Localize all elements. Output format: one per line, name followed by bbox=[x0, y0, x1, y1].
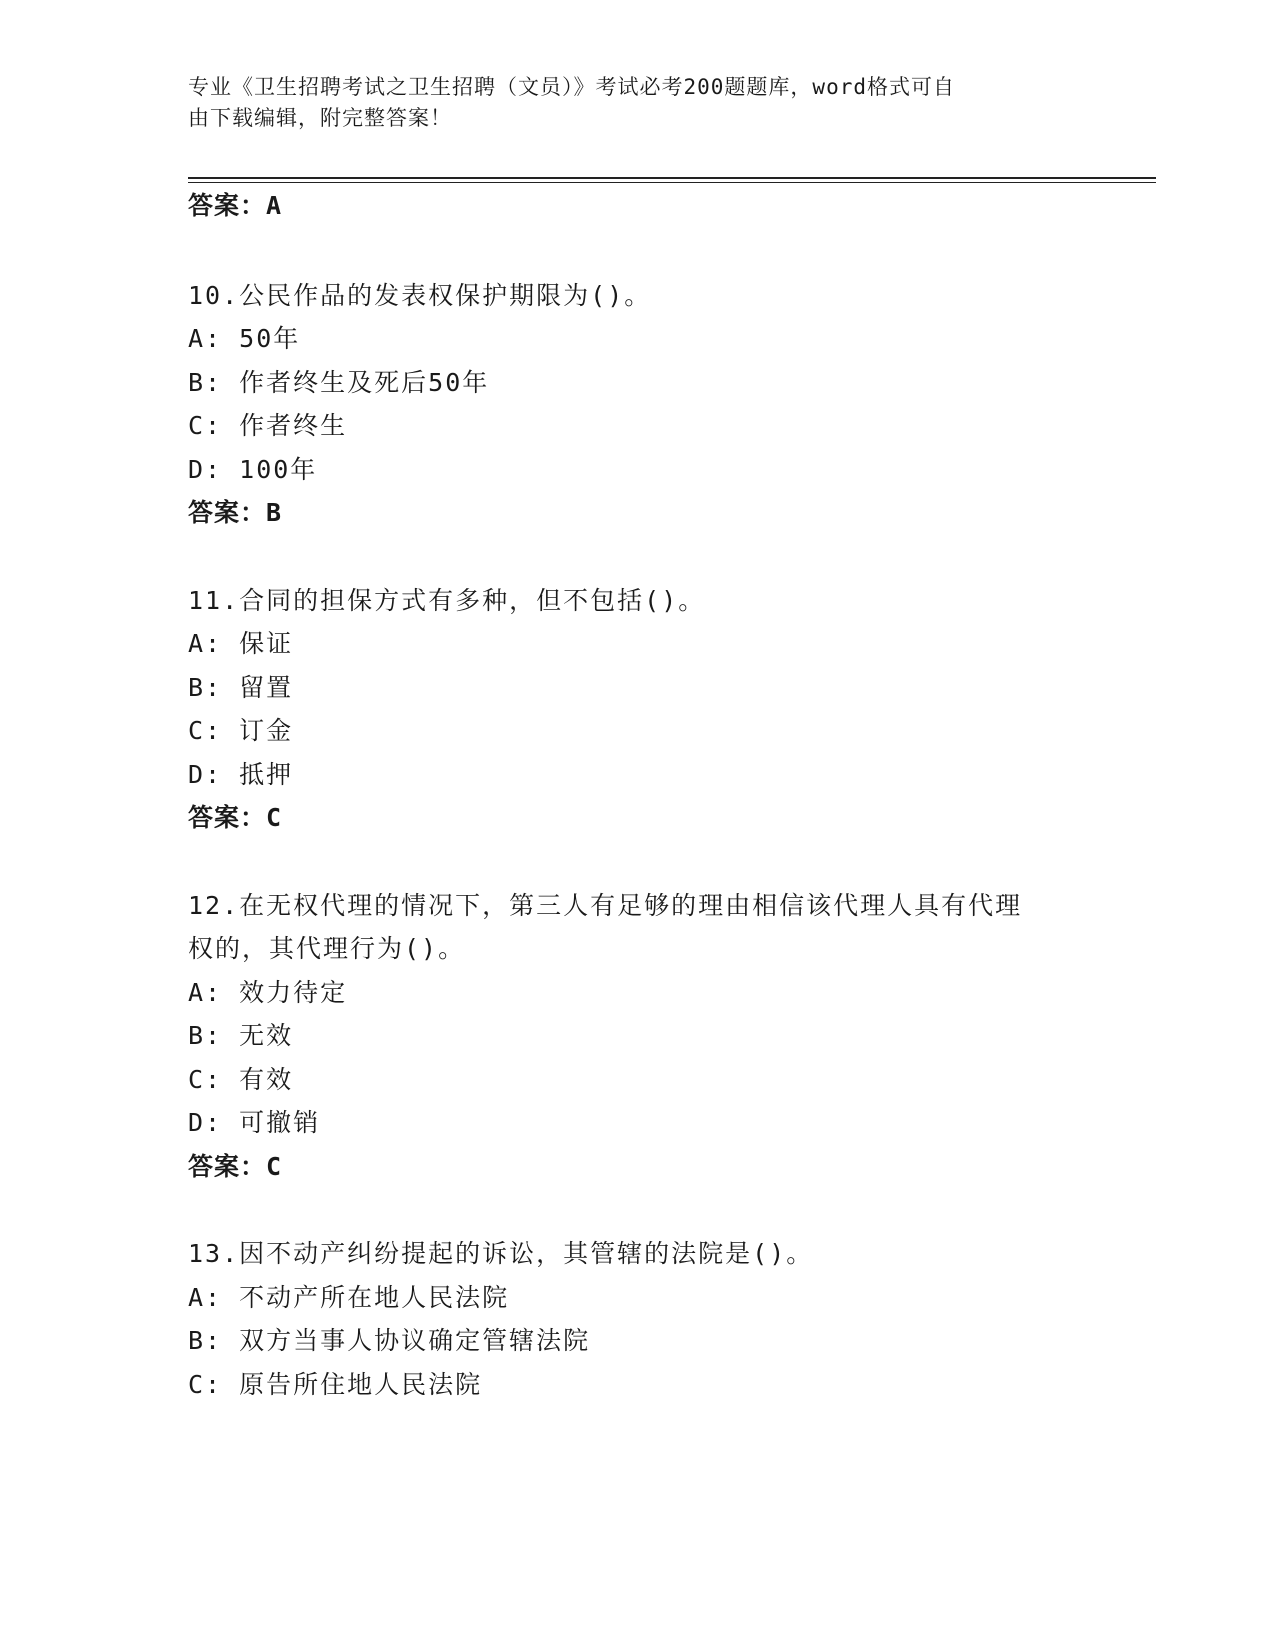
question-13-option-c: C: 原告所住地人民法院 bbox=[188, 1370, 483, 1399]
question-12-answer: 答案：C bbox=[188, 1152, 283, 1181]
document-header bbox=[188, 72, 1068, 134]
question-11-option-b: B: 留置 bbox=[188, 673, 294, 702]
question-12-option-b: B: 无效 bbox=[188, 1021, 294, 1050]
question-11-option-d: D: 抵押 bbox=[188, 760, 294, 789]
question-10-stem: 10.公民作品的发表权保护期限为()。 bbox=[188, 281, 652, 310]
question-12-option-c: C: 有效 bbox=[188, 1065, 294, 1094]
question-11-option-c: C: 订金 bbox=[188, 716, 294, 745]
question-10-option-b: B: 作者终生及死后50年 bbox=[188, 368, 490, 397]
header-line-2: 由下载编辑，附完整答案！ bbox=[188, 106, 452, 130]
header-divider-thin bbox=[188, 182, 1156, 183]
question-10-option-a: A: 50年 bbox=[188, 324, 301, 353]
question-12-stem-line-2: 权的，其代理行为()。 bbox=[188, 934, 466, 963]
question-10-option-c: C: 作者终生 bbox=[188, 411, 348, 440]
question-12-option-a: A: 效力待定 bbox=[188, 978, 348, 1007]
question-12-option-d: D: 可撤销 bbox=[188, 1108, 321, 1137]
question-11-answer: 答案：C bbox=[188, 803, 283, 832]
question-13-stem: 13.因不动产纠纷提起的诉讼，其管辖的法院是()。 bbox=[188, 1239, 814, 1268]
header-divider-thick bbox=[188, 177, 1156, 179]
question-13-option-b: B: 双方当事人协议确定管辖法院 bbox=[188, 1326, 591, 1355]
question-12-stem-line-1: 12.在无权代理的情况下，第三人有足够的理由相信该代理人具有代理 bbox=[188, 891, 1023, 920]
question-13-option-a: A: 不动产所在地人民法院 bbox=[188, 1283, 510, 1312]
question-11-option-a: A: 保证 bbox=[188, 629, 294, 658]
header-line-1: 专业《卫生招聘考试之卫生招聘（文员）》考试必考200题题库，word格式可自 bbox=[188, 75, 955, 99]
question-11-stem: 11.合同的担保方式有多种，但不包括()。 bbox=[188, 586, 706, 615]
question-10-answer: 答案：B bbox=[188, 498, 283, 527]
answer-previous: 答案：A bbox=[188, 191, 283, 220]
question-10-option-d: D: 100年 bbox=[188, 455, 318, 484]
